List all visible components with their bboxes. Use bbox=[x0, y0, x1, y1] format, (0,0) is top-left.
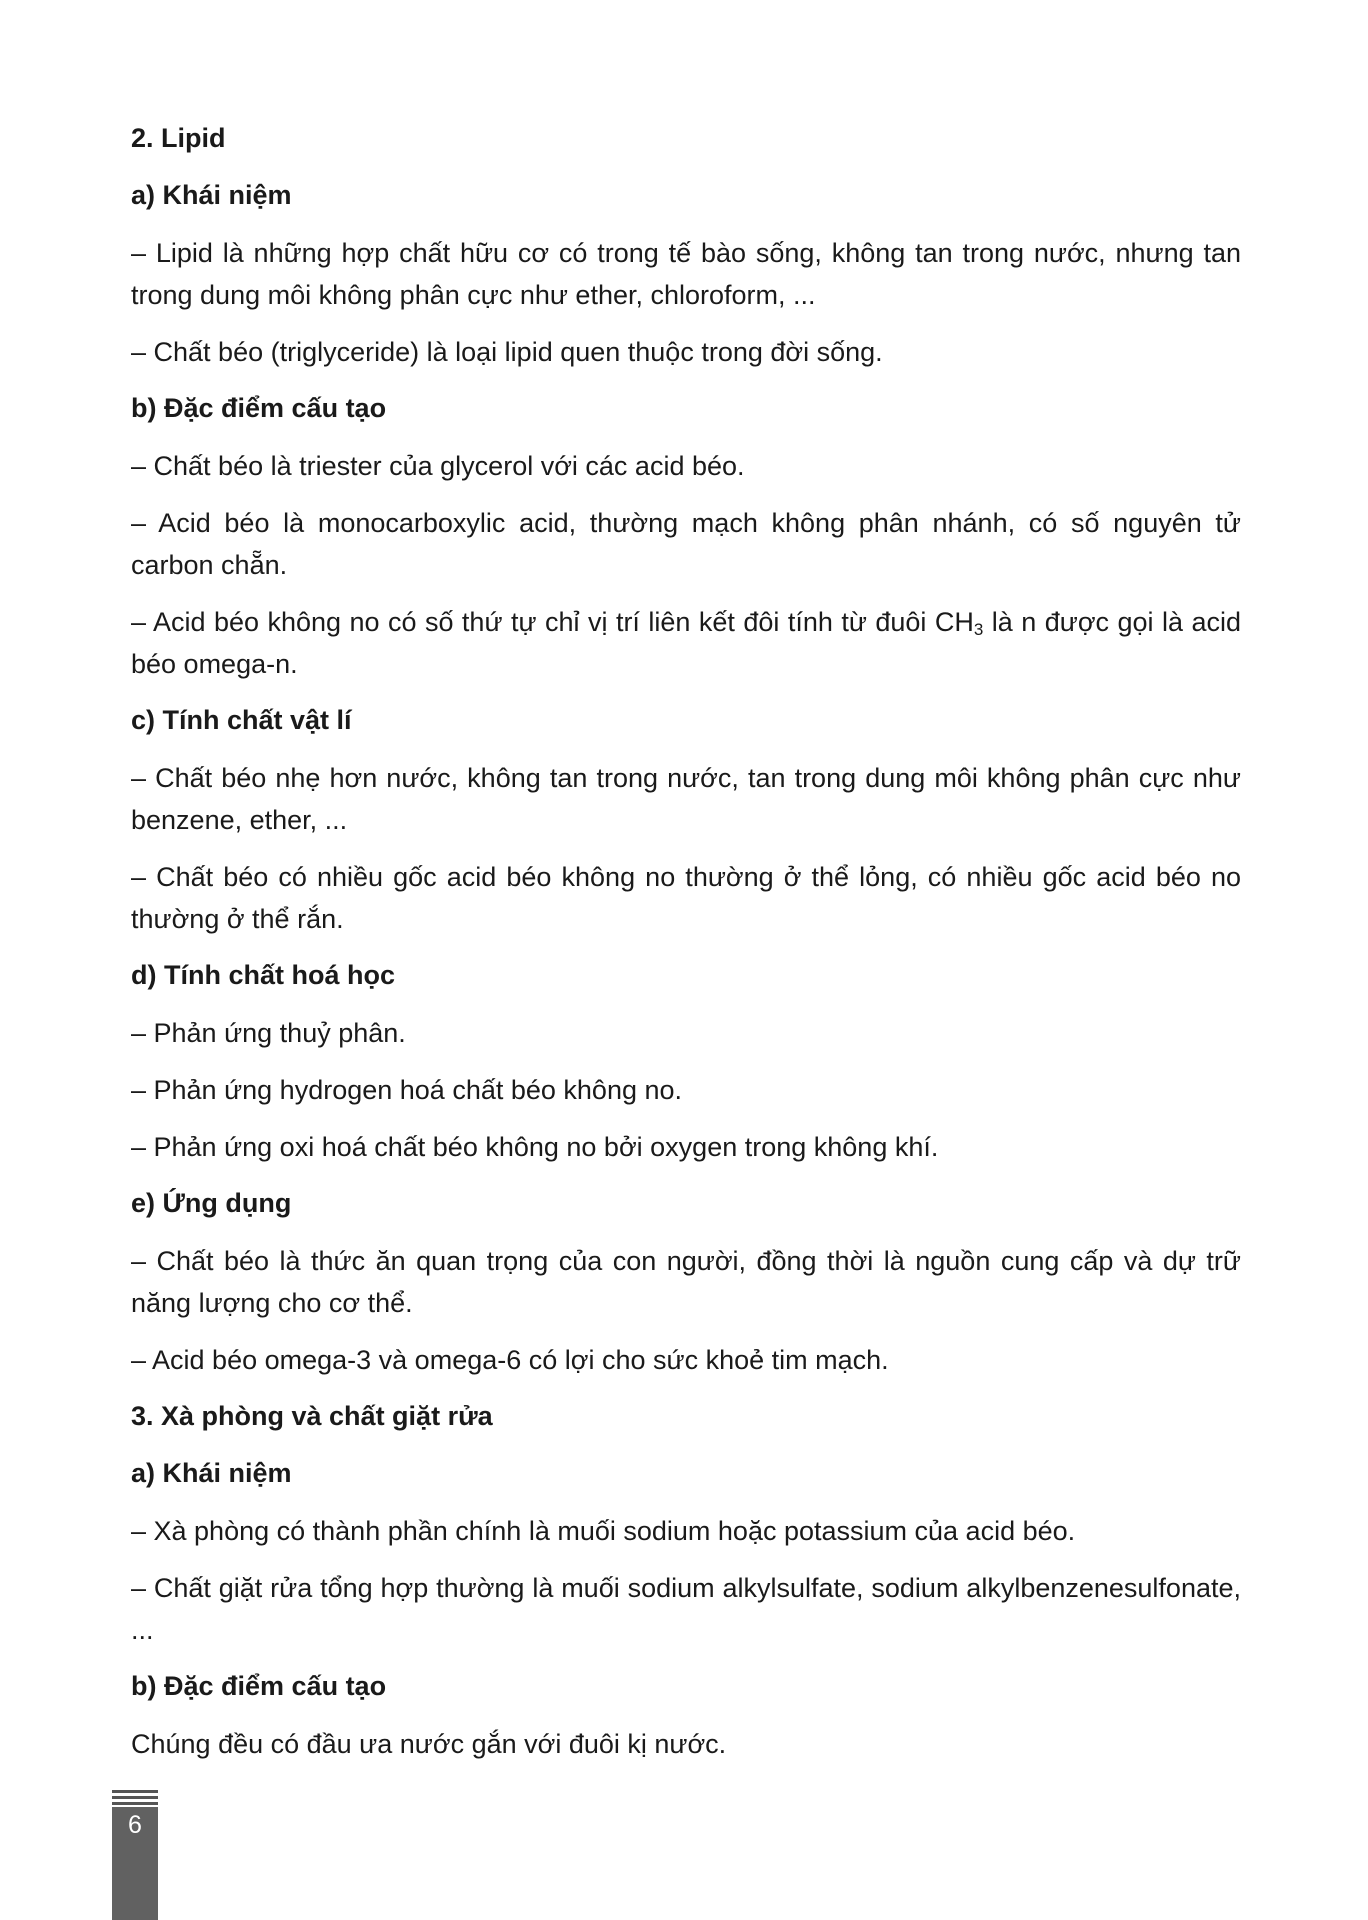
paragraph: – Chất giặt rửa tổng hợp thường là muối sodium alkylsulfate, sodium alkylbenzenesulfonate, ... bbox=[131, 1573, 1241, 1645]
tab-divider bbox=[112, 1802, 158, 1805]
paragraph: – Chất béo (triglyceride) là loại lipid quen thuộc trong đời sống. bbox=[131, 337, 883, 367]
section-2c-heading: c) Tính chất vật lí bbox=[131, 705, 352, 735]
paragraph: – Lipid là những hợp chất hữu cơ có trong tế bào sống, không tan trong nước, nhưng tan trong dung môi không phân cực như ether, chloroform, ... bbox=[131, 238, 1241, 310]
paragraph: – Xà phòng có thành phần chính là muối sodium hoặc potassium của acid béo. bbox=[131, 1516, 1076, 1546]
tab-divider bbox=[112, 1790, 158, 1793]
paragraph: – Acid béo là monocarboxylic acid, thường mạch không phân nhánh, có số nguyên tử carbon chẵn. bbox=[131, 508, 1241, 580]
section-3-heading: 3. Xà phòng và chất giặt rửa bbox=[131, 1401, 493, 1431]
paragraph: – Chất béo là thức ăn quan trọng của con người, đồng thời là nguồn cung cấp và dự trữ năng lượng cho cơ thể. bbox=[131, 1246, 1241, 1318]
paragraph: – Chất béo có nhiều gốc acid béo không no thường ở thể lỏng, có nhiều gốc acid béo no thường ở thể rắn. bbox=[131, 862, 1241, 934]
section-2b-heading: b) Đặc điểm cấu tạo bbox=[131, 393, 387, 423]
paragraph: – Chất béo nhẹ hơn nước, không tan trong nước, tan trong dung môi không phân cực như benzene, ether, ... bbox=[131, 763, 1241, 835]
page-number-tab bbox=[112, 1790, 158, 1920]
section-2e-heading: e) Ứng dụng bbox=[131, 1188, 292, 1218]
section-2a-heading: a) Khái niệm bbox=[131, 180, 292, 210]
paragraph: – Phản ứng hydrogen hoá chất béo không no. bbox=[131, 1075, 683, 1105]
tab-divider bbox=[112, 1796, 158, 1799]
section-2d-heading: d) Tính chất hoá học bbox=[131, 960, 395, 990]
section-3b-heading: b) Đặc điểm cấu tạo bbox=[131, 1671, 387, 1701]
page-number: 6 bbox=[128, 1811, 142, 1839]
paragraph: – Phản ứng thuỷ phân. bbox=[131, 1018, 406, 1048]
section-3a-heading: a) Khái niệm bbox=[131, 1458, 292, 1488]
text-segment: là n được gọi là acid béo omega-n. bbox=[131, 607, 1241, 679]
paragraph: – Acid béo omega-3 và omega-6 có lợi cho sức khoẻ tim mạch. bbox=[131, 1345, 889, 1375]
paragraph: – Phản ứng oxi hoá chất béo không no bởi oxygen trong không khí. bbox=[131, 1132, 939, 1162]
section-2-heading: 2. Lipid bbox=[131, 123, 226, 153]
document-body bbox=[131, 118, 1241, 1780]
paragraph-omega bbox=[131, 601, 1241, 685]
subscript: 3 bbox=[973, 620, 984, 639]
text-segment: – Acid béo không no có số thứ tự chỉ vị trí liên kết đôi tính từ đuôi CH bbox=[131, 607, 974, 637]
paragraph: Chúng đều có đầu ưa nước gắn với đuôi kị nước. bbox=[131, 1729, 727, 1759]
paragraph: – Chất béo là triester của glycerol với các acid béo. bbox=[131, 451, 745, 481]
